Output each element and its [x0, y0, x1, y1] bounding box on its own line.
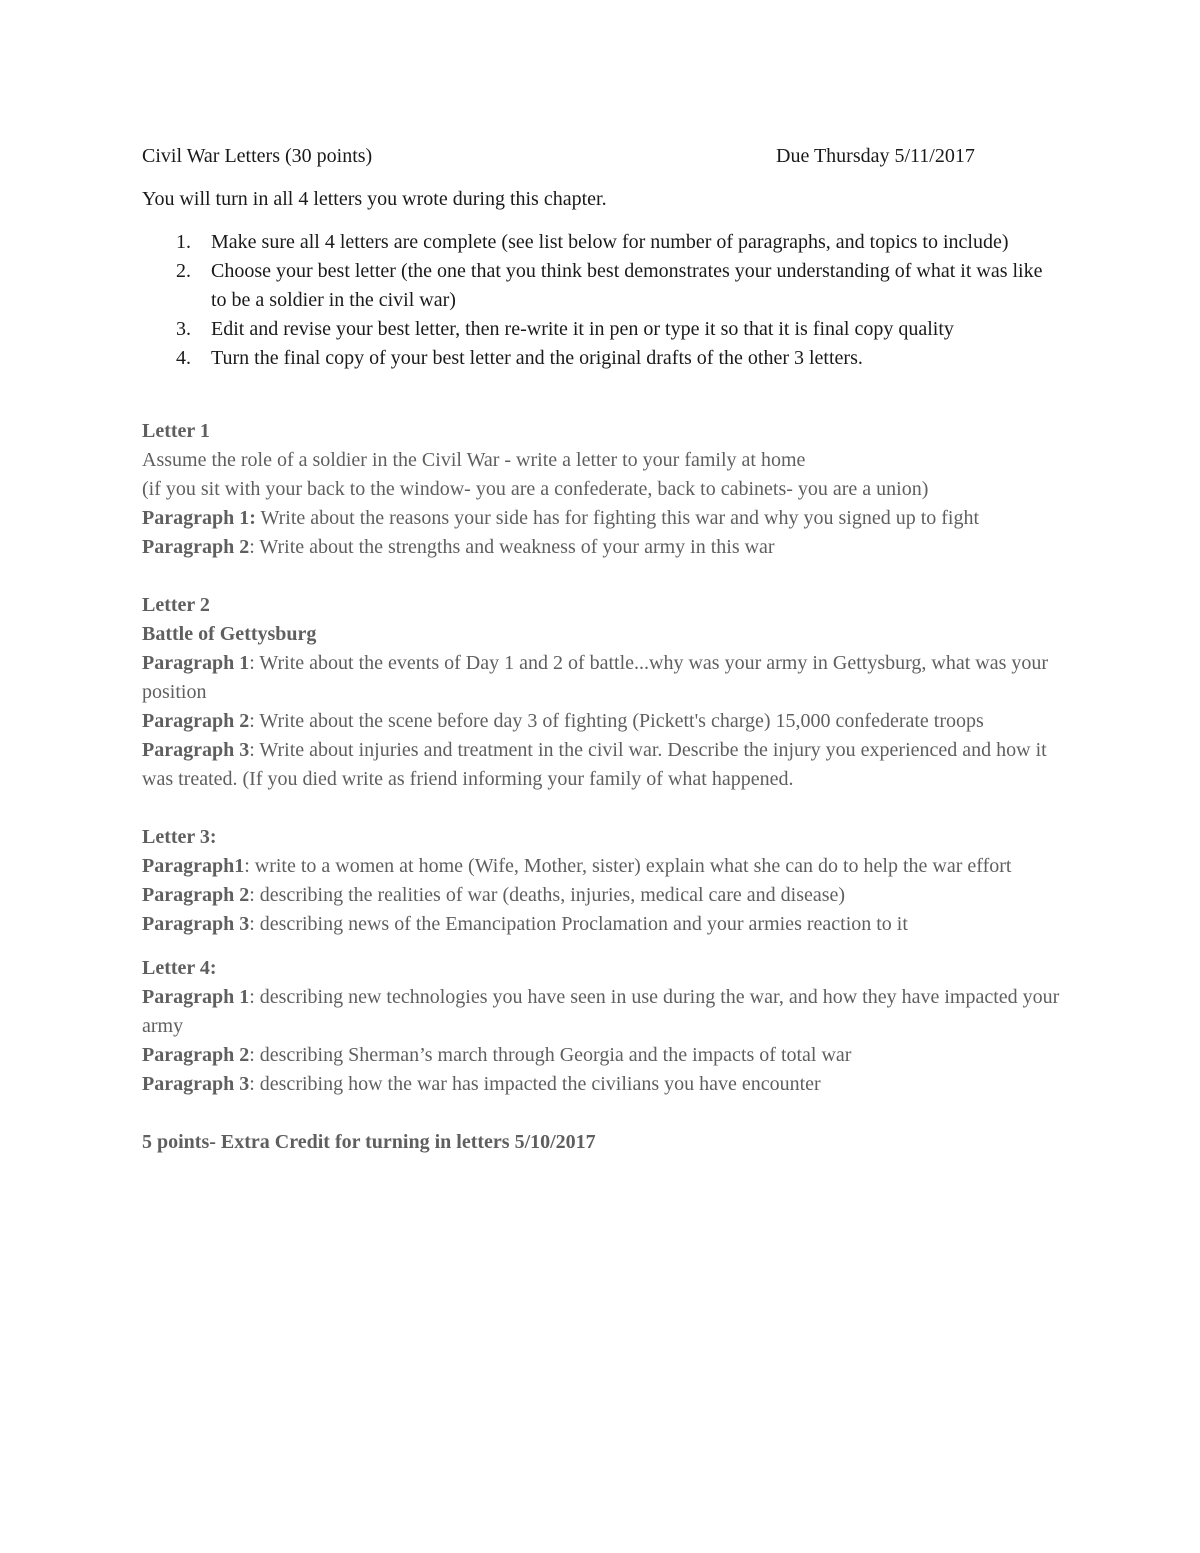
letter-1-instruction: Assume the role of a soldier in the Civil War - write a letter to your family at home: [142, 449, 806, 471]
letter-3-paragraph-2: [142, 881, 1062, 910]
extra-credit-note: 5 points- Extra Credit for turning in letters 5/10/2017: [142, 1131, 596, 1153]
letter-3-paragraph-1: [142, 852, 1062, 881]
letter-2-paragraph-3: [142, 736, 1062, 794]
letter-2-heading: Letter 2: [142, 594, 210, 616]
list-item-text: Turn the final copy of your best letter and the original drafts of the other 3 letters.: [211, 347, 863, 369]
assignment-title: Civil War Letters (30 points): [142, 145, 373, 167]
letters-section: [142, 417, 1062, 1157]
paragraph-text: : describing how the war has impacted the civilians you have encounter: [249, 1073, 821, 1095]
paragraph-label: Paragraph 2: [142, 884, 250, 906]
document-page: [142, 140, 1062, 1157]
list-item: [142, 344, 1062, 373]
paragraph-label: Paragraph 3: [142, 739, 250, 761]
paragraph-text: : describing Sherman’s march through Georgia and the impacts of total war: [249, 1044, 852, 1066]
letter-4-paragraph-2: [142, 1041, 1062, 1070]
paragraph-text: : Write about the strengths and weakness of your army in this war: [249, 536, 775, 558]
steps-list: [142, 228, 1062, 373]
intro-text: You will turn in all 4 letters you wrote during this chapter.: [142, 188, 607, 210]
paragraph-text: : describing the realities of war (deaths, injuries, medical care and disease): [249, 884, 846, 906]
paragraph-text: : Write about injuries and treatment in the civil war. Describe the injury you experienced and how it was treated. (If you died write as friend informing your family of what happened.: [142, 739, 1047, 790]
letter-4-section: [142, 954, 1062, 1099]
paragraph-text: : write to a women at home (Wife, Mother, sister) explain what she can do to help the war effort: [244, 855, 1012, 877]
paragraph-text: Write about the reasons your side has for fighting this war and why you signed up to fight: [255, 507, 980, 529]
letter-1-paragraph-2: [142, 533, 1062, 562]
letter-1-paragraph-1: [142, 504, 1062, 533]
paragraph-label: Paragraph 1: [142, 652, 250, 674]
letter-2-paragraph-1: [142, 649, 1062, 707]
letter-1-heading: Letter 1: [142, 420, 210, 442]
letter-4-heading: Letter 4:: [142, 957, 217, 979]
list-item-text: Make sure all 4 letters are complete (see list below for number of paragraphs, and topics to include): [211, 231, 1009, 253]
list-item: [142, 315, 1062, 344]
paragraph-label: Paragraph 1: [142, 986, 250, 1008]
due-date: Due Thursday 5/11/2017: [776, 145, 975, 167]
paragraph-label: Paragraph 2: [142, 1044, 250, 1066]
list-number: 1.: [176, 231, 191, 253]
letter-2-subheading: Battle of Gettysburg: [142, 623, 317, 645]
list-number: 3.: [176, 318, 191, 340]
paragraph-label: Paragraph 2: [142, 710, 250, 732]
letter-1-section: [142, 417, 1062, 562]
paragraph-label: Paragraph 2: [142, 536, 250, 558]
letter-4-paragraph-3: [142, 1070, 1062, 1099]
paragraph-label: Paragraph1: [142, 855, 245, 877]
letter-3-heading: Letter 3:: [142, 826, 217, 848]
list-item-text: Edit and revise your best letter, then re-write it in pen or type it so that it is final copy quality: [211, 318, 954, 340]
list-item: [142, 257, 1062, 315]
paragraph-text: : describing new technologies you have seen in use during the war, and how they have impacted your army: [142, 986, 1060, 1037]
letter-2-section: [142, 591, 1062, 794]
paragraph-text: : describing news of the Emancipation Proclamation and your armies reaction to it: [249, 913, 908, 935]
list-number: 4.: [176, 347, 191, 369]
letter-3-paragraph-3: [142, 910, 1062, 939]
letter-4-paragraph-1: [142, 983, 1062, 1041]
letter-3-section: [142, 823, 1062, 939]
list-item-text: Choose your best letter (the one that you think best demonstrates your understanding of what it was like to be a soldier in the civil war): [211, 260, 1043, 311]
paragraph-label: Paragraph 3: [142, 1073, 250, 1095]
paragraph-label: Paragraph 3: [142, 913, 250, 935]
list-item: [142, 228, 1062, 257]
paragraph-text: : Write about the scene before day 3 of fighting (Pickett's charge) 15,000 confederate troops: [249, 710, 984, 732]
list-number: 2.: [176, 260, 191, 282]
header-row: [142, 140, 1062, 170]
paragraph-text: : Write about the events of Day 1 and 2 of battle...why was your army in Gettysburg, what was your position: [142, 652, 1049, 703]
letter-2-paragraph-2: [142, 707, 1062, 736]
letter-1-assignment-note: (if you sit with your back to the window- you are a confederate, back to cabinets- you are a union): [142, 478, 929, 500]
paragraph-label: Paragraph 1:: [142, 507, 256, 529]
